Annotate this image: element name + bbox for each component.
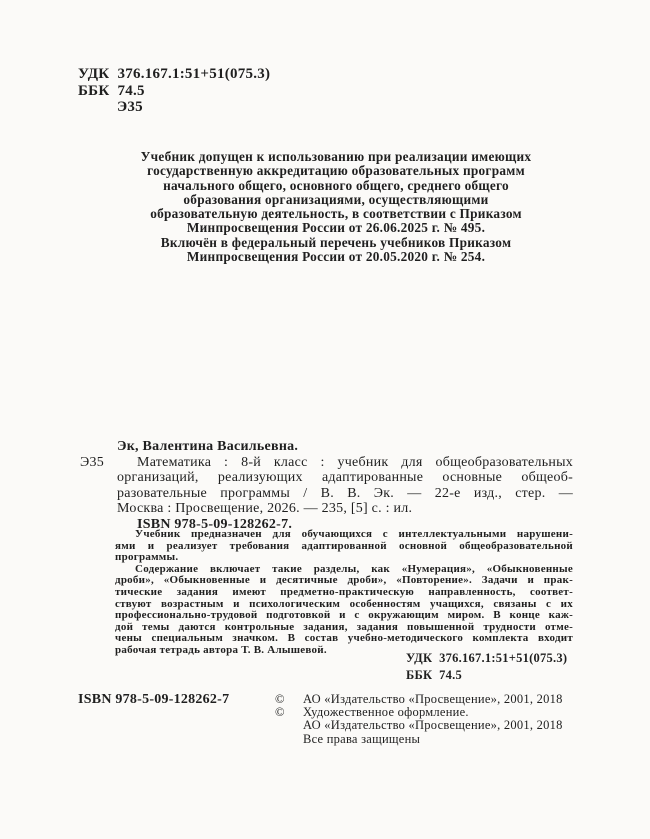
text-line: тические задания имеют предметно-практическую направленность, соответ- bbox=[115, 585, 573, 598]
bibliographic-description bbox=[117, 455, 573, 517]
bbk-code-bottom: ББК 74.5 bbox=[406, 667, 462, 682]
annotation-paragraph-1 bbox=[115, 529, 573, 564]
text-line: начального общего, основного общего, среднего общего bbox=[163, 177, 509, 193]
citation-wrap bbox=[117, 455, 573, 533]
udc-code: УДК 376.167.1:51+51(075.3) bbox=[78, 66, 271, 82]
text-line: программы. bbox=[115, 551, 179, 564]
copyright-text: АО «Издательство «Просвещение», 2001, 2018 bbox=[303, 718, 563, 733]
catalog-code: Э35 bbox=[80, 454, 104, 470]
copyright-text: АО «Издательство «Просвещение», 2001, 2018 bbox=[303, 692, 563, 706]
text-line: ствуют возрастным и психологическим особенностям учащихся, связаны с их bbox=[115, 597, 573, 610]
text-line: рабочая тетрадь автора Т. В. Алышевой. bbox=[115, 643, 327, 656]
catalog-row bbox=[80, 455, 573, 533]
text-line: профессионально-трудовой подготовкой и с окружающим миром. В конце каж- bbox=[115, 609, 573, 622]
text-line: дроби», «Обыкновенные и десятичные дроби», «Повторение». Задачи и прак- bbox=[115, 574, 573, 587]
copyright-symbol bbox=[275, 733, 303, 746]
copyright-block bbox=[275, 693, 563, 746]
catalog-entry bbox=[80, 439, 573, 532]
text-line: организаций, реализующих адаптированные основные общеоб- bbox=[117, 470, 573, 485]
text-line: дой темы даются контрольные задания, задания повышенной трудности отме- bbox=[115, 620, 573, 633]
text-line: разовательные программы / В. В. Эк. — 22-е изд., стер. — bbox=[117, 485, 573, 501]
text-line: Москва : Просвещение, 2026. — 235, [5] с. : ил. bbox=[117, 501, 413, 516]
copyright-text: Все права защищены bbox=[303, 731, 421, 746]
isbn-catalog: ISBN 978-5-09-128262-7. bbox=[137, 516, 293, 532]
text-line: Математика : 8-й класс : учебник для общеобразовательных bbox=[137, 454, 573, 470]
text-line: чены специальным значком. В состав учебно-методического комплекта входит bbox=[115, 632, 573, 645]
udc-classification-block bbox=[78, 66, 270, 116]
text-line: Содержание включает такие разделы, как «Нумерация», «Обыкновенные bbox=[135, 562, 573, 575]
text-line: Учебник допущен к использованию при реализации имеющих bbox=[140, 149, 532, 164]
author-sign-code: Э35 bbox=[117, 99, 143, 115]
annotation-paragraph-2 bbox=[115, 564, 573, 657]
approval-notice bbox=[110, 150, 562, 264]
copyright-symbol: © bbox=[275, 692, 285, 706]
text-line: образовательную деятельность, в соответствии с Приказом bbox=[150, 206, 522, 222]
author-heading: Эк, Валентина Васильевна. bbox=[117, 439, 299, 454]
text-line: государственную аккредитацию образовательных программ bbox=[147, 163, 525, 179]
copyright-text: Художественное оформление. bbox=[303, 705, 469, 720]
udc-classification-bottom bbox=[406, 650, 567, 683]
text-line: образования организациями, осуществляющими bbox=[183, 191, 489, 207]
text-line: ями и реализует требования адаптированной основной общеобразовательной bbox=[115, 539, 573, 552]
copyright-row bbox=[275, 719, 563, 732]
bbk-code: ББК 74.5 bbox=[78, 82, 145, 99]
text-line: Минпросвещения России от 20.05.2020 г. № 254. bbox=[186, 249, 486, 265]
copyright-symbol: © bbox=[275, 705, 285, 720]
text-line: Минпросвещения России от 26.06.2025 г. № 495. bbox=[186, 220, 486, 236]
copyright-symbol bbox=[275, 719, 303, 732]
text-line: Включён в федеральный перечень учебников Приказом bbox=[160, 234, 512, 250]
copyright-row bbox=[275, 733, 563, 746]
footer-isbn: ISBN 978-5-09-128262-7 bbox=[78, 692, 230, 707]
text-line: Учебник предназначен для обучающихся с интеллектуальными нарушени- bbox=[135, 528, 573, 540]
udc-code-bottom: УДК 376.167.1:51+51(075.3) bbox=[406, 651, 568, 665]
annotation bbox=[115, 529, 573, 657]
